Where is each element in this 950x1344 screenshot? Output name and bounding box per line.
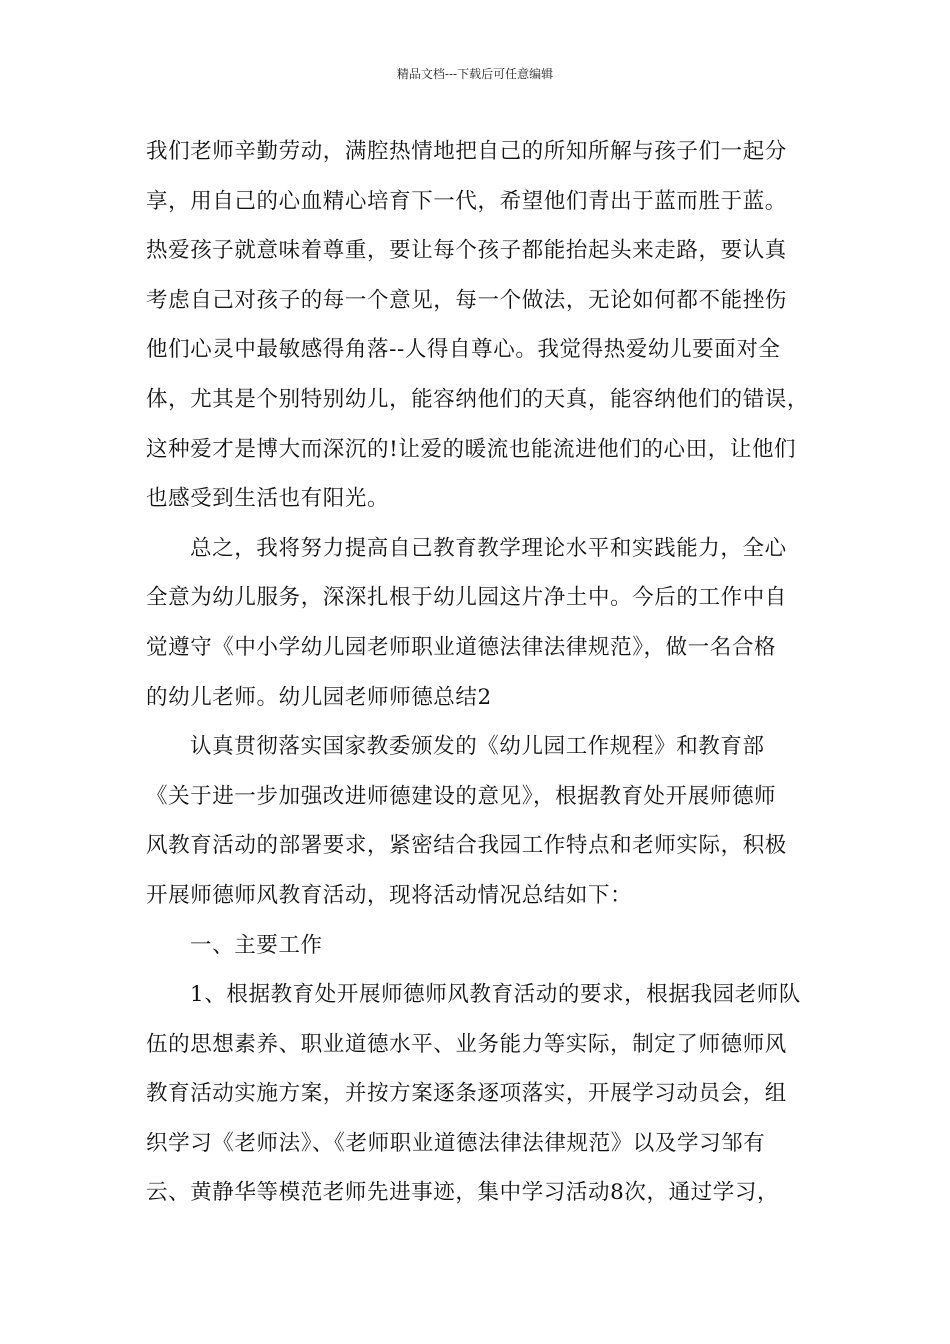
text-line: 享，用自己的心血精心培育下一代，希望他们青出于蓝而胜于蓝。 <box>146 188 787 214</box>
text-line: 云、黄静华等模范老师先进事迹，集中学习活动8次，通过学习， <box>146 1180 780 1206</box>
text-line: 考虑自己对孩子的每一个意见，每一个做法，无论如何都不能挫伤 <box>146 287 787 313</box>
text-line: 也感受到生活也有阳光。 <box>146 486 390 512</box>
text-line: 觉遵守《中小学幼儿园老师职业道德法律法律规范》，做一名合格 <box>146 634 777 660</box>
text-line: 伍的思想素养、职业道德水平、业务能力等实际，制定了师德师风 <box>146 1031 787 1057</box>
paragraph-start-line: 1、根据教育处开展师德师风教育活动的要求，根据我园老师队 <box>190 982 801 1008</box>
text-line: 开展师德师风教育活动，现将活动情况总结如下： <box>146 882 633 908</box>
document-body <box>146 127 822 1218</box>
text-line: 教育活动实施方案，并按方案逐条逐项落实，开展学习动员会，组 <box>146 1081 787 1107</box>
text-line: 织学习《老师法》、《老师职业道德法律法律规范》以及学习邹有 <box>146 1130 766 1156</box>
text-line: 全意为幼儿服务，深深扎根于幼儿园这片净土中。今后的工作中自 <box>146 585 787 611</box>
text-line: 《关于进一步加强改进师德建设的意见》，根据教育处开展师德师 <box>146 783 777 809</box>
paragraph-start-line: 总之，我将努力提高自己教育教学理论水平和实践能力，全心 <box>190 535 787 561</box>
text-line: 我们老师辛勤劳动，满腔热情地把自己的所知所解与孩子们一起分 <box>146 139 787 164</box>
text-line: 的幼儿老师。幼儿园老师师德总结2 <box>146 684 492 710</box>
section-heading: 一、主要工作 <box>190 932 323 958</box>
text-line: 热爱孩子就意味着尊重，要让每个孩子都能抬起头来走路，要认真 <box>146 238 787 264</box>
text-line: 风教育活动的部署要求，紧密结合我园工作特点和老师实际，积极 <box>146 833 787 859</box>
paragraph-start-line: 认真贯彻落实国家教委颁发的《幼儿园工作规程》和教育部 <box>190 734 765 760</box>
text-line: 体，尤其是个别特别幼儿，能容纳他们的天真，能容纳他们的错误， <box>146 386 810 412</box>
text-line: 他们心灵中最敏感得角落--人得自尊心。我觉得热爱幼儿要面对全 <box>146 337 781 363</box>
text-line: 这种爱才是博大而深沉的!让爱的暖流也能流进他们的心田，让他们 <box>146 436 797 462</box>
page-header: 精品文档---下载后可任意编辑 <box>396 67 554 81</box>
